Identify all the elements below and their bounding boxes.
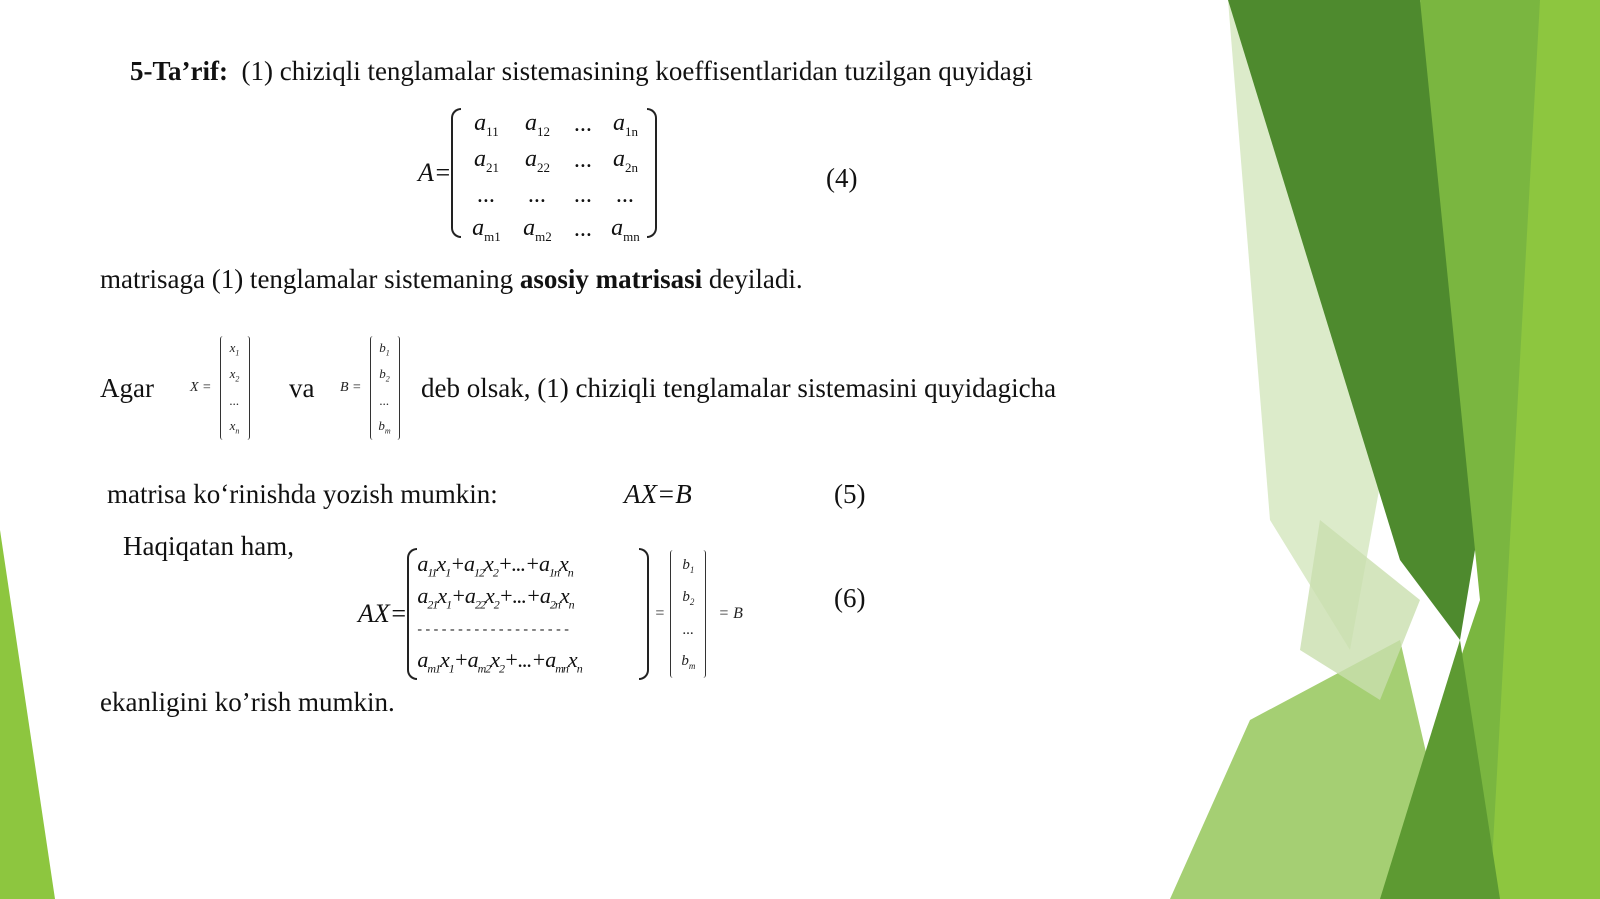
matrix-a-left-paren bbox=[451, 108, 461, 238]
ax-lhs: AX= bbox=[358, 599, 408, 628]
equals-sign: = bbox=[655, 605, 665, 622]
b-entry: ... bbox=[379, 393, 390, 408]
ax-equals-b: AX=B bbox=[624, 479, 692, 509]
b-column-entry: $b_2$ bbox=[682, 589, 695, 607]
b-column-entry: $b_1$ bbox=[682, 557, 695, 575]
b-column bbox=[670, 550, 706, 678]
b-column-entry: ... bbox=[682, 621, 694, 638]
equals-b: = B bbox=[718, 605, 743, 622]
ekanligini-text: ekanligini ko’rish mumkin. bbox=[100, 687, 395, 717]
bold-term: asosiy matrisasi bbox=[519, 264, 703, 294]
ax-row: $a_{11}x_1+a_{12}x_2+...+a_{1n}x_n$ bbox=[417, 551, 573, 580]
b-entry: $b_2$ bbox=[379, 366, 390, 384]
matrix-a-cell: $a_{mn}$ bbox=[611, 214, 640, 244]
va-label: va bbox=[289, 373, 315, 403]
sentence-part: deyiladi. bbox=[708, 264, 803, 294]
matrix-a-right-paren bbox=[647, 108, 657, 238]
deb-olsak-text: deb olsak, (1) chiziqli tenglamalar sistemasini quyidagicha bbox=[421, 373, 1057, 403]
b-column-entry: $b_m$ bbox=[681, 653, 696, 671]
matrix-a-cell: $a_{2n}$ bbox=[612, 145, 638, 175]
ax-row: $a_{21}x_1+a_{22}x_2+...+a_{2n}x_n$ bbox=[417, 583, 574, 612]
b-entry: $b_m$ bbox=[378, 418, 391, 436]
left-green-wedge bbox=[0, 530, 55, 899]
definition-line bbox=[130, 58, 1033, 85]
x-entry: ... bbox=[229, 393, 240, 408]
matrix-a-cell: ... bbox=[528, 181, 547, 208]
matrix-a-grid bbox=[461, 110, 647, 244]
definition-text: (1) chiziqli tenglamalar sistemasining koeffisentlaridan tuzilgan quyidagi bbox=[241, 56, 1033, 86]
matrix-a-cell: ... bbox=[574, 147, 593, 174]
ax-row: $a_{m1}x_1+a_{m2}x_2+...+a_{mn}x_n$ bbox=[417, 647, 582, 676]
x-entry: $x_2$ bbox=[229, 366, 240, 384]
matrix-a-cell: $a_{11}$ bbox=[474, 110, 499, 139]
b-vector-entries bbox=[370, 336, 400, 440]
matrix-a-cell: $a_{m1}$ bbox=[472, 214, 501, 244]
matrix-a-cell: $a_{1n}$ bbox=[612, 110, 638, 139]
main-matrix-sentence bbox=[100, 266, 803, 293]
equation-number-6: (6) bbox=[834, 583, 866, 613]
matrix-a-lhs: A= bbox=[418, 158, 452, 187]
matrix-a-cell: $a_{m2}$ bbox=[523, 214, 552, 244]
ax-row-dashes: - - - - - - - - - - - - - - - - - - - bbox=[417, 622, 569, 637]
ax-rows bbox=[417, 550, 639, 678]
ax-left-paren bbox=[407, 548, 417, 680]
definition-label: 5-Ta’rif: bbox=[130, 56, 228, 86]
matrix-a-cell: ... bbox=[477, 181, 496, 208]
equation-number-5: (5) bbox=[834, 479, 866, 509]
matrix-a-cell: $a_{12}$ bbox=[524, 110, 550, 139]
matrix-form-text: matrisa koʻrinishda yozish mumkin: bbox=[107, 479, 498, 509]
x-vector bbox=[190, 336, 250, 440]
b-lhs: B = bbox=[340, 380, 362, 395]
ax-product-formula bbox=[358, 548, 743, 680]
x-entry: $x_1$ bbox=[229, 340, 240, 358]
matrix-a-cell: ... bbox=[574, 215, 593, 242]
x-lhs: X = bbox=[190, 380, 212, 395]
matrix-a-cell: $a_{21}$ bbox=[473, 145, 499, 175]
matrix-a-cell: ... bbox=[574, 181, 593, 208]
b-vector bbox=[340, 336, 400, 440]
agar-label: Agar bbox=[100, 373, 154, 403]
sentence-part: matrisaga (1) tenglamalar sistemaning bbox=[100, 264, 514, 294]
matrix-a-formula bbox=[418, 108, 657, 244]
matrix-a-cell: ... bbox=[574, 111, 593, 138]
ax-right-paren bbox=[639, 548, 649, 680]
matrix-a-cell: ... bbox=[616, 181, 635, 208]
b-entry: $b_1$ bbox=[379, 340, 390, 358]
equation-number-4: (4) bbox=[826, 163, 858, 193]
matrix-a-cell: $a_{22}$ bbox=[524, 145, 550, 175]
x-vector-entries bbox=[220, 336, 250, 440]
haqiqatan-text: Haqiqatan ham, bbox=[123, 531, 294, 561]
x-entry: $x_n$ bbox=[229, 418, 240, 436]
